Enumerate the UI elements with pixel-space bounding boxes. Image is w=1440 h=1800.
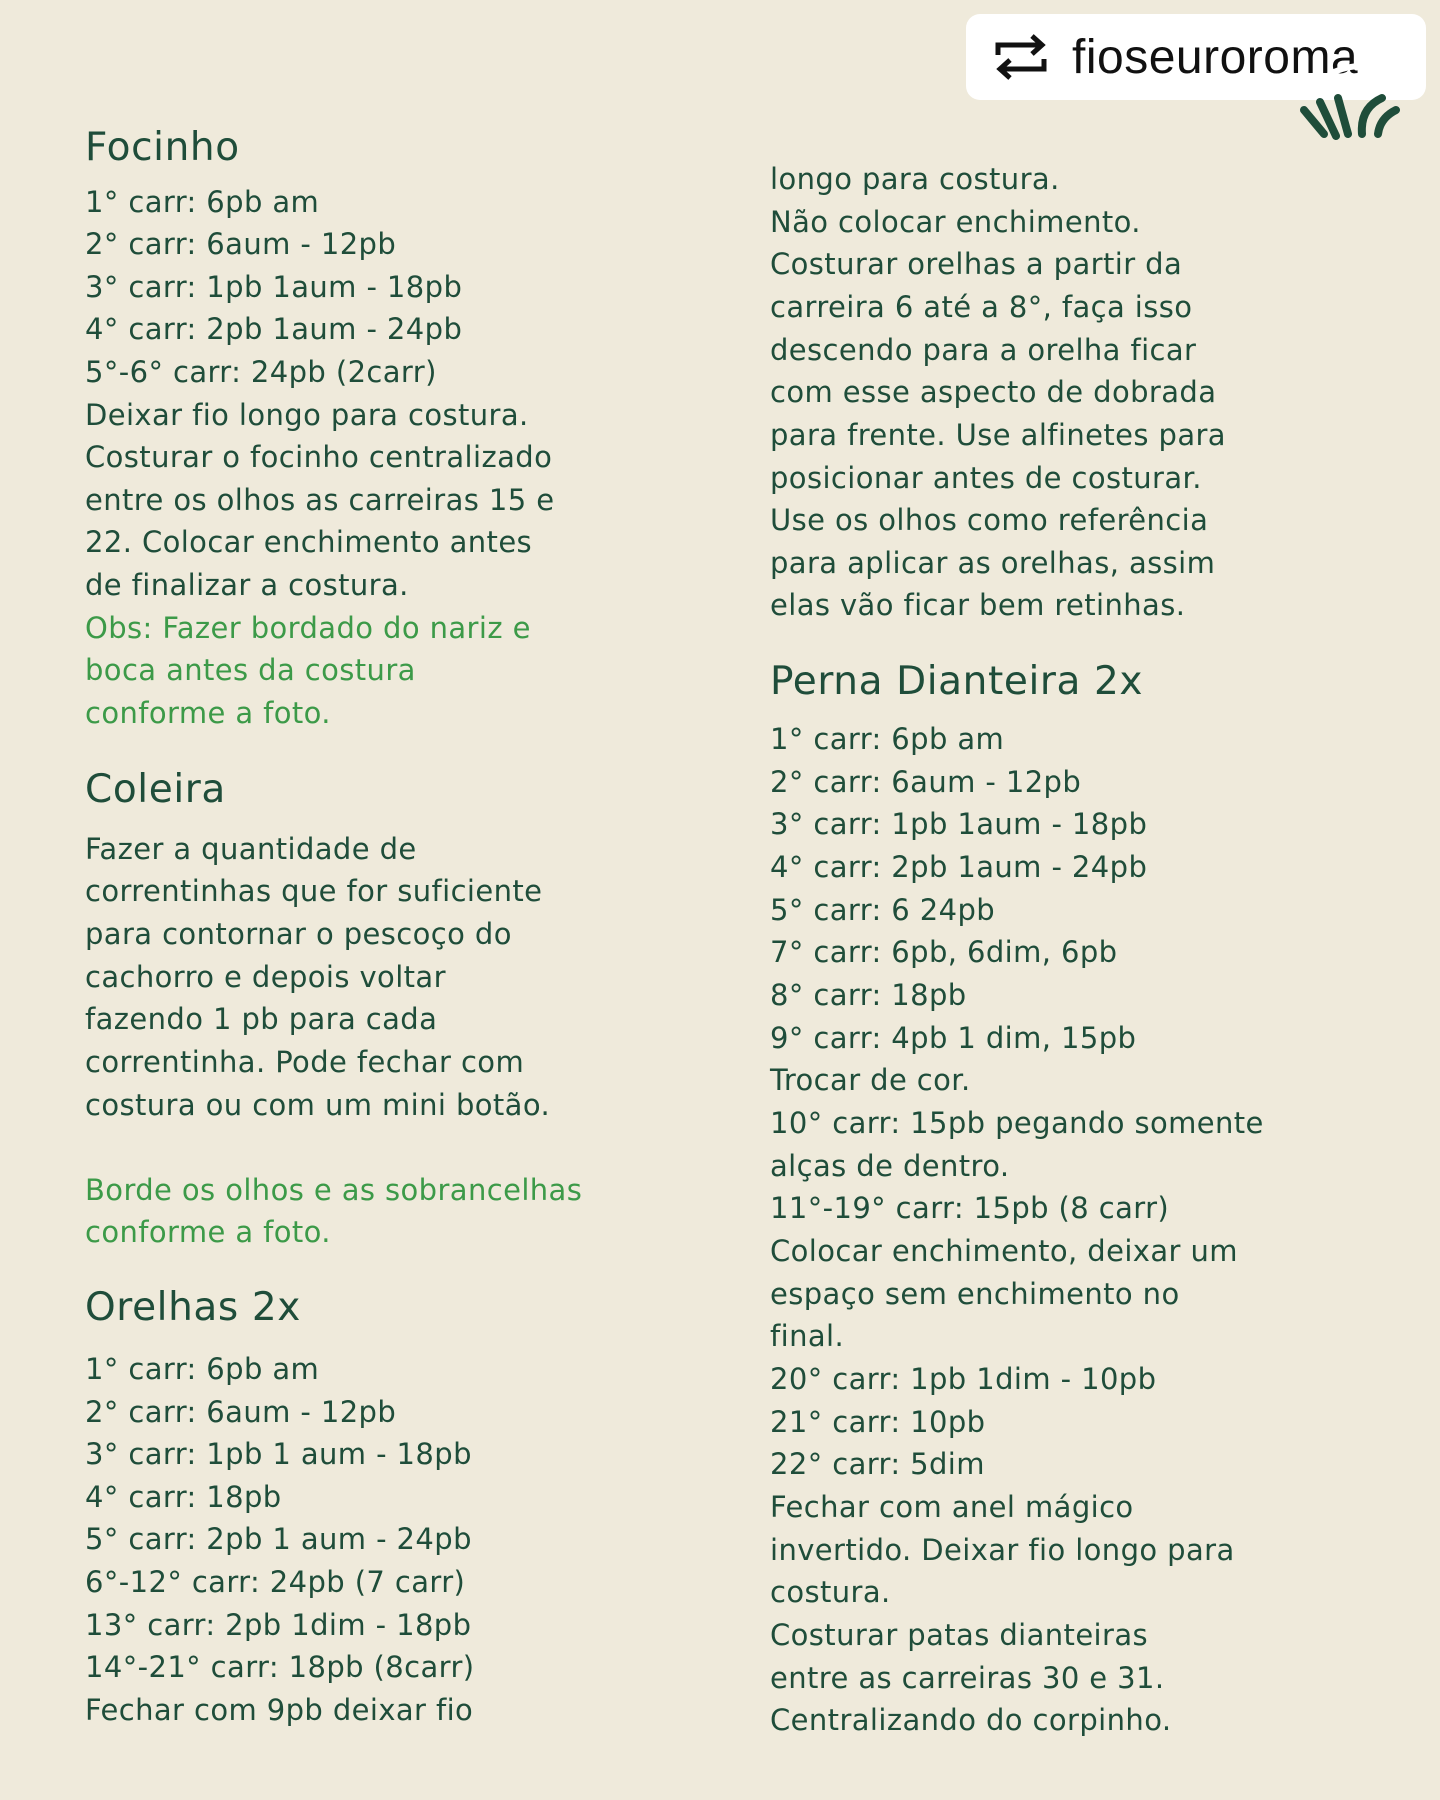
focinho-note-1: Obs: Fazer bordado do nariz e <box>85 611 531 645</box>
coleira-note-2: conforme a foto. <box>85 1215 331 1249</box>
orelhas-cont-line-1: longo para costura. <box>770 162 1060 196</box>
coleira-line-4: cachorro e depois voltar <box>85 960 446 994</box>
orelhas-line-7: 13° carr: 2pb 1dim - 18pb <box>85 1608 472 1642</box>
orelhas-cont-line-9: Use os olhos como referência <box>770 503 1209 537</box>
focinho-line-3: 3° carr: 1pb 1aum - 18pb <box>85 270 463 304</box>
perna-line-15: final. <box>770 1319 845 1353</box>
focinho-line-4: 4° carr: 2pb 1aum - 24pb <box>85 312 463 346</box>
perna-line-6: 7° carr: 6pb, 6dim, 6pb <box>770 935 1118 969</box>
orelhas-line-3: 3° carr: 1pb 1 aum - 18pb <box>85 1437 472 1471</box>
orelhas-cont-line-3: Costurar orelhas a partir da <box>770 247 1183 281</box>
perna-line-9: Trocar de cor. <box>770 1063 971 1097</box>
orelhas-line-5: 5° carr: 2pb 1 aum - 24pb <box>85 1522 472 1556</box>
perna-line-24: Centralizando do corpinho. <box>770 1703 1172 1737</box>
perna-line-2: 2° carr: 6aum - 12pb <box>770 765 1082 799</box>
orelhas-cont-line-11: elas vão ficar bem retinhas. <box>770 588 1186 622</box>
orelhas-line-4: 4° carr: 18pb <box>85 1480 282 1514</box>
coleira-line-1: Fazer a quantidade de <box>85 832 417 866</box>
perna-line-20: invertido. Deixar fio longo para <box>770 1533 1235 1567</box>
orelhas-cont-line-6: com esse aspecto de dobrada <box>770 375 1217 409</box>
yarn-brand-logo <box>1296 58 1406 144</box>
section-title-perna-dianteira: Perna Dianteira 2x <box>770 659 1144 704</box>
perna-line-8: 9° carr: 4pb 1 dim, 15pb <box>770 1021 1137 1055</box>
coleira-line-3: para contornar o pescoço do <box>85 917 512 951</box>
perna-line-18: 22° carr: 5dim <box>770 1447 985 1481</box>
perna-line-5: 5° carr: 6 24pb <box>770 893 996 927</box>
orelhas-cont-line-10: para aplicar as orelhas, assim <box>770 546 1216 580</box>
coleira-line-5: fazendo 1 pb para cada <box>85 1002 438 1036</box>
focinho-line-10: de finalizar a costura. <box>85 568 409 602</box>
orelhas-line-8: 14°-21° carr: 18pb (8carr) <box>85 1650 475 1684</box>
section-title-orelhas: Orelhas 2x <box>85 1285 301 1330</box>
repost-icon <box>990 33 1052 81</box>
orelhas-cont-line-2: Não colocar enchimento. <box>770 205 1141 239</box>
orelhas-cont-line-8: posicionar antes de costurar. <box>770 461 1202 495</box>
perna-line-7: 8° carr: 18pb <box>770 978 967 1012</box>
focinho-line-9: 22. Colocar enchimento antes <box>85 525 533 559</box>
orelhas-line-6: 6°-12° carr: 24pb (7 carr) <box>85 1565 466 1599</box>
perna-line-12: 11°-19° carr: 15pb (8 carr) <box>770 1191 1170 1225</box>
coleira-line-2: correntinhas que for suficiente <box>85 874 543 908</box>
perna-line-21: costura. <box>770 1575 891 1609</box>
focinho-line-8: entre os olhos as carreiras 15 e <box>85 483 555 517</box>
orelhas-line-9: Fechar com 9pb deixar fio <box>85 1693 474 1727</box>
perna-line-16: 20° carr: 1pb 1dim - 10pb <box>770 1362 1157 1396</box>
orelhas-cont-line-7: para frente. Use alfinetes para <box>770 418 1226 452</box>
section-title-focinho: Focinho <box>85 125 240 170</box>
focinho-line-2: 2° carr: 6aum - 12pb <box>85 227 397 261</box>
perna-line-17: 21° carr: 10pb <box>770 1405 986 1439</box>
coleira-line-7: costura ou com um mini botão. <box>85 1088 551 1122</box>
perna-line-11: alças de dentro. <box>770 1149 1010 1183</box>
repost-username[interactable]: fioseuroroma <box>1072 30 1359 84</box>
perna-line-23: entre as carreiras 30 e 31. <box>770 1661 1165 1695</box>
perna-line-10: 10° carr: 15pb pegando somente <box>770 1106 1264 1140</box>
perna-line-14: espaço sem enchimento no <box>770 1277 1180 1311</box>
orelhas-line-2: 2° carr: 6aum - 12pb <box>85 1395 397 1429</box>
perna-line-13: Colocar enchimento, deixar um <box>770 1234 1238 1268</box>
focinho-line-1: 1° carr: 6pb am <box>85 185 320 219</box>
section-title-coleira: Coleira <box>85 767 226 812</box>
perna-line-19: Fechar com anel mágico <box>770 1490 1134 1524</box>
perna-line-22: Costurar patas dianteiras <box>770 1618 1149 1652</box>
focinho-line-7: Costurar o focinho centralizado <box>85 440 553 474</box>
orelhas-cont-line-5: descendo para a orelha ficar <box>770 333 1197 367</box>
coleira-note-1: Borde os olhos e as sobrancelhas <box>85 1173 583 1207</box>
perna-line-3: 3° carr: 1pb 1aum - 18pb <box>770 807 1148 841</box>
focinho-note-3: conforme a foto. <box>85 696 331 730</box>
coleira-line-6: correntinha. Pode fechar com <box>85 1045 525 1079</box>
focinho-line-5: 5°-6° carr: 24pb (2carr) <box>85 355 437 389</box>
perna-line-4: 4° carr: 2pb 1aum - 24pb <box>770 850 1148 884</box>
orelhas-cont-line-4: carreira 6 até a 8°, faça isso <box>770 290 1193 324</box>
orelhas-line-1: 1° carr: 6pb am <box>85 1352 320 1386</box>
focinho-note-2: boca antes da costura <box>85 653 416 687</box>
focinho-line-6: Deixar fio longo para costura. <box>85 398 529 432</box>
perna-line-1: 1° carr: 6pb am <box>770 722 1005 756</box>
